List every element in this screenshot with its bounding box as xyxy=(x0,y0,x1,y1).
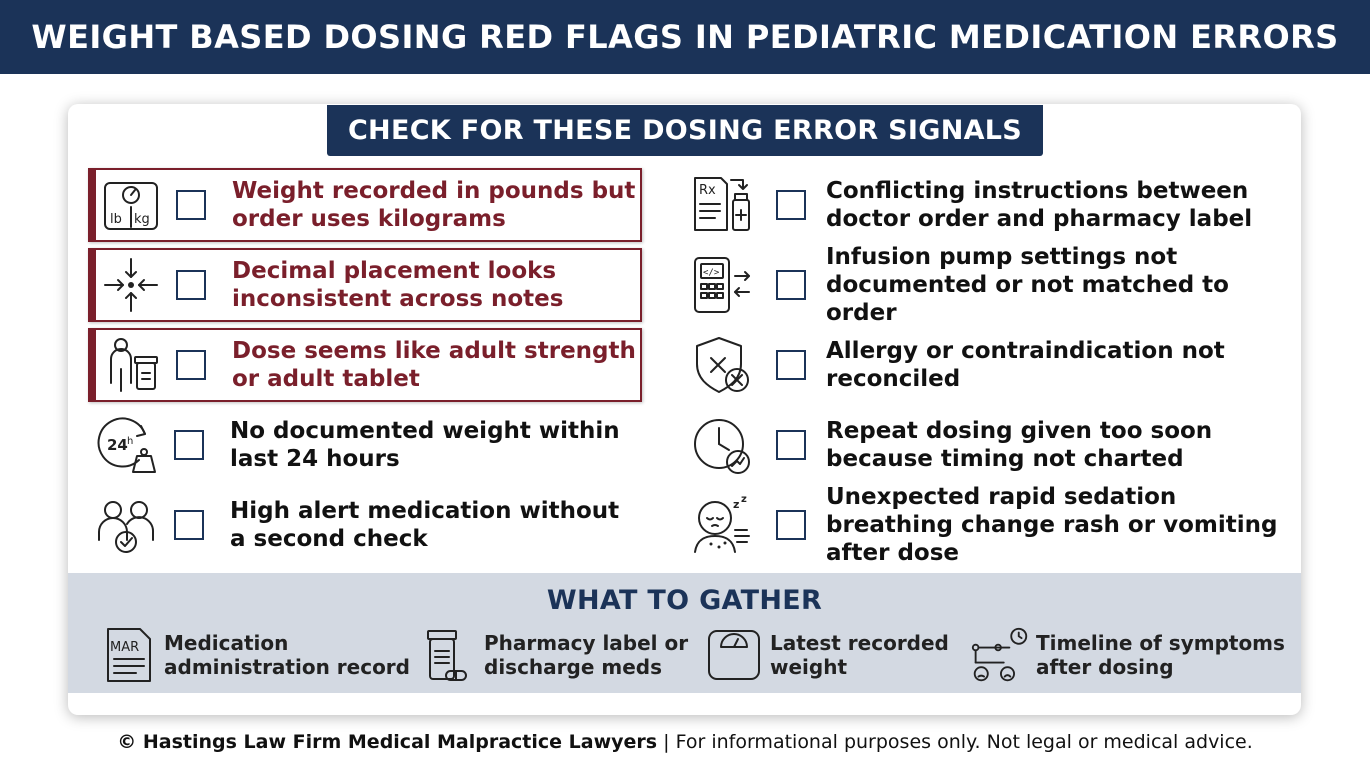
gather-label-line: after dosing xyxy=(1036,655,1174,679)
pill-bottle-icon xyxy=(418,625,478,685)
svg-text:lb: lb xyxy=(110,212,122,227)
adult-medicine-icon xyxy=(96,332,166,398)
gather-label-line: weight xyxy=(770,655,848,679)
footer xyxy=(0,731,1370,753)
checkbox[interactable] xyxy=(174,430,204,460)
decimal-arrows-icon xyxy=(96,252,166,318)
gather-label-line: Latest recorded xyxy=(770,631,949,655)
infusion-pump-icon xyxy=(688,252,756,318)
item-label: High alert medication without a second check xyxy=(230,498,620,552)
footer-separator: | xyxy=(657,731,676,753)
checklist-card xyxy=(68,104,1301,715)
list-item xyxy=(672,168,1287,242)
item-label: Infusion pump settings not documented or not matched to order xyxy=(826,244,1229,326)
sleepy-child-icon xyxy=(688,492,756,558)
clock-timing-icon xyxy=(688,412,756,478)
item-label: Conflicting instructions between doctor order and pharmacy label xyxy=(826,178,1253,232)
bathroom-scale-icon xyxy=(704,625,764,685)
mar-document-icon xyxy=(98,625,158,685)
list-item xyxy=(672,408,1287,482)
checkbox[interactable] xyxy=(176,350,206,380)
list-item xyxy=(88,488,642,562)
list-item xyxy=(672,484,1287,566)
checkbox[interactable] xyxy=(776,270,806,300)
gather-item xyxy=(98,625,410,685)
svg-text:Rx: Rx xyxy=(699,183,716,198)
24h-weight-icon xyxy=(88,412,164,478)
gather-label-line: Timeline of symptoms xyxy=(1036,631,1285,655)
item-label: Decimal placement looks inconsistent across notes xyxy=(232,258,564,312)
item-label: Weight recorded in pounds but order uses kilograms xyxy=(232,178,636,232)
svg-text:z: z xyxy=(741,494,747,505)
two-clinicians-check-icon xyxy=(88,492,164,558)
item-label: Unexpected rapid sedation breathing change rash or vomiting after dose xyxy=(826,484,1278,566)
item-label: Repeat dosing given too soon because timing not charted xyxy=(826,418,1213,472)
checkbox[interactable] xyxy=(776,510,806,540)
checkbox[interactable] xyxy=(776,190,806,220)
svg-text:kg: kg xyxy=(134,212,150,227)
gather-label-line: Pharmacy label or xyxy=(484,631,689,655)
checklist-title: CHECK FOR THESE DOSING ERROR SIGNALS xyxy=(327,105,1043,156)
shield-x-icon xyxy=(688,332,756,398)
svg-text:z: z xyxy=(733,498,740,511)
footer-disclaimer: For informational purposes only. Not legal or medical advice. xyxy=(675,731,1253,753)
gather-title: WHAT TO GATHER xyxy=(546,585,823,616)
gather-item xyxy=(970,625,1285,685)
svg-text:h: h xyxy=(127,436,134,447)
item-label: No documented weight within last 24 hours xyxy=(230,418,620,472)
gather-label-line: Medication xyxy=(164,631,289,655)
footer-brand: © Hastings Law Firm Medical Malpractice Lawyers xyxy=(117,731,658,753)
list-item xyxy=(672,328,1287,402)
checkbox[interactable] xyxy=(776,350,806,380)
checkbox[interactable] xyxy=(176,270,206,300)
page-title: WEIGHT BASED DOSING RED FLAGS IN PEDIATRIC MEDICATION ERRORS xyxy=(0,0,1370,74)
timeline-faces-icon xyxy=(970,625,1030,685)
svg-text:24: 24 xyxy=(107,436,128,454)
scale-lb-kg-icon xyxy=(96,172,166,238)
right-checklist xyxy=(672,168,1287,568)
list-item xyxy=(88,408,642,482)
checkbox[interactable] xyxy=(174,510,204,540)
list-item xyxy=(88,248,642,322)
gather-label-line: administration record xyxy=(164,655,410,679)
prescription-bottle-icon xyxy=(688,172,756,238)
checkbox[interactable] xyxy=(176,190,206,220)
list-item xyxy=(672,244,1287,326)
checkbox[interactable] xyxy=(776,430,806,460)
left-checklist xyxy=(88,168,642,568)
list-item xyxy=(88,328,642,402)
gather-label-line: discharge meds xyxy=(484,655,662,679)
svg-text:</>: </> xyxy=(703,268,720,278)
svg-text:MAR: MAR xyxy=(110,640,140,655)
gather-item xyxy=(418,625,688,685)
list-item xyxy=(88,168,642,242)
what-to-gather-section xyxy=(68,573,1301,693)
item-label: Dose seems like adult strength or adult tablet xyxy=(232,338,636,392)
gather-item xyxy=(704,625,949,685)
item-label: Allergy or contraindication not reconciled xyxy=(826,338,1225,392)
